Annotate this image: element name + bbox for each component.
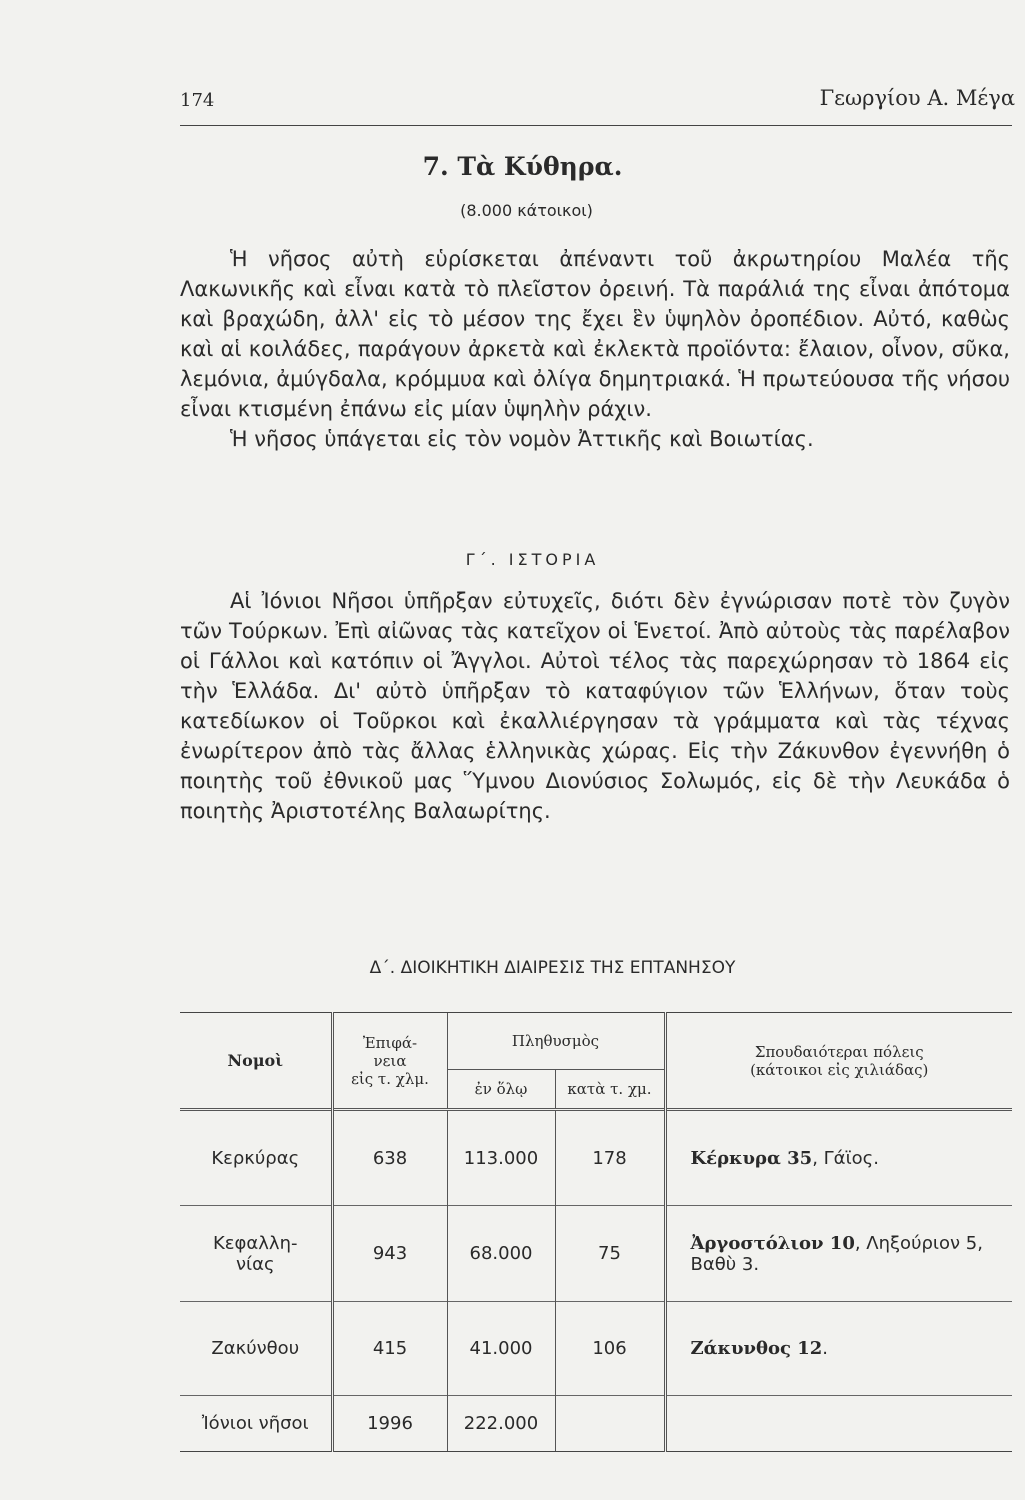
header-rule [180,125,1012,126]
province-cell [180,1110,332,1206]
province-cell [180,1302,332,1396]
table-row [180,1206,1012,1302]
population-note: (8.000 κάτοικοι) [460,201,593,220]
kythera-paragraph-1: Ἡ νῆσος αὐτὴ εὑρίσκεται ἀπέναντι τοῦ ἀκρωτηρίου Μαλέα τῆς Λακωνικῆς καὶ εἶναι κατὰ τὸ πλεῖστον ὀρεινή. Τὰ παράλιά της εἶναι ἀπότομα καὶ βραχώδη, ἀλλ' εἰς τὸ μέσον της ἔχει ἓν ὑψηλὸν ὀροπέδιον. Αὐτό, καθὼς καὶ αἱ κοιλάδες, παράγουν ἀρκετὰ καὶ ἐκλεκτὰ προϊόντα: ἔλαιον, οἶνον, σῦκα, λεμόνια, ἀμύγδαλα, κρόμμυα καὶ ὀλίγα δημητριακά. Ἡ πρωτεύουσα τῆς νήσου εἶναι κτισμένη ἐπάνω εἰς μίαν ὑψηλὴν ράχιν. [180,247,1010,421]
density-cell: 178 [555,1110,665,1206]
kythera-paragraph-2: Ἡ νῆσος ὑπάγεται εἰς τὸν νομὸν Ἀττικῆς καὶ Βοιωτίας. [230,427,814,451]
city-main: Κέρκυρα 35 [690,1147,813,1169]
col-header-pop-density: κατὰ τ. χμ. [555,1070,665,1110]
col-header-population: Πληθυσμὸς [447,1013,665,1070]
area-cell: 943 [332,1206,447,1302]
population-cell: 68.000 [447,1206,555,1302]
admin-division-table [180,1012,1012,1452]
city-rest: , Ληξούριον 5, [854,1232,983,1254]
col-header-cities [665,1013,1012,1110]
col-header-nomoi: Νομοὶ [180,1013,332,1110]
cities-cell [665,1396,1012,1452]
history-paragraph: Αἱ Ἰόνιοι Νῆσοι ὑπῆρξαν εὐτυχεῖς, διότι δὲν ἐγνώρισαν ποτὲ τὸν ζυγὸν τῶν Τούρκων. Ἐπὶ αἰῶνας τὰς κατεῖχον οἱ Ἑνετοί. Ἀπὸ αὐτοὺς τὰς παρέλαβον οἱ Γάλλοι καὶ κατόπιν οἱ Ἄγγλοι. Αὐτοὶ τέλος τὰς παρεχώρησαν τὸ 1864 εἰς τὴν Ἑλλάδα. Δι' αὐτὸ ὑπῆρξαν τὸ καταφύγιον τῶν Ἑλλήνων, ὅταν τοὺς κατεδίωκον οἱ Τοῦρκοι καὶ ἐκαλλιέργησαν τὰ γράμματα καὶ τὰς τέχνας ἐνωρίτερον ἀπὸ τὰς ἄλλας ἑλληνικὰς χώρας. Εἰς τὴν Ζάκυνθον ἐγεννήθη ὁ ποιητὴς τοῦ ἐθνικοῦ μας Ὕμνου Διονύσιος Σολωμός, εἰς δὲ τὴν Λευκάδα ὁ ποιητὴς Ἀριστοτέλης Βαλαωρίτης. [180,589,1010,823]
density-cell: 75 [555,1206,665,1302]
cities-cell [665,1302,1012,1396]
col-header-area-line3: εἰς τ. χλμ. [351,1069,429,1088]
province-cell [180,1396,332,1452]
area-cell: 415 [332,1302,447,1396]
page-header [180,86,1015,126]
area-cell: 1996 [332,1396,447,1452]
table-row-total [180,1396,1012,1452]
province-name: Κεφαλλη- [213,1232,298,1254]
col-header-pop-total: ἐν ὅλῳ [447,1070,555,1110]
cities-cell [665,1110,1012,1206]
area-cell: 638 [332,1110,447,1206]
cities-cell [665,1206,1012,1302]
col-header-area-line2: νεια [373,1051,407,1070]
city-main: Ζάκυνθος 12 [690,1338,823,1359]
history-text [180,586,1010,826]
city-main: Ἀργοστόλιον 10 [690,1232,855,1254]
section-title-kythera: 7. Τὰ Κύθηρα. [422,152,623,181]
city-rest: . [822,1338,828,1359]
col-header-area [332,1013,447,1110]
col-header-cities-line2: (κάτοικοι εἰς χιλιάδας) [750,1060,929,1079]
density-cell: 106 [555,1302,665,1396]
kythera-text [180,244,1010,454]
admin-heading: Δ΄. ΔΙΟΙΚΗΤΙΚΗ ΔΙΑΙΡΕΣΙΣ ΤΗΣ ΕΠΤΑΝΗΣΟΥ [369,958,736,978]
province-name: Ζακύνθου [211,1338,300,1359]
col-header-area-line1: Ἐπιφά- [362,1033,418,1052]
col-header-cities-line1: Σπουδαιότεραι πόλεις [754,1042,924,1061]
density-cell [555,1396,665,1452]
province-name: Κερκύρας [211,1147,300,1169]
province-cell [180,1206,332,1302]
running-head: Γεωργίου Α. Μέγα [819,86,1015,110]
table-row [180,1110,1012,1206]
population-cell: 41.000 [447,1302,555,1396]
province-name: Ἰόνιοι νῆσοι [201,1413,309,1434]
page-number: 174 [180,90,215,111]
population-cell: 113.000 [447,1110,555,1206]
city-line2: Βαθὺ 3. [690,1253,760,1275]
table-row [180,1302,1012,1396]
city-rest: , Γάϊος. [812,1147,879,1169]
history-heading: Γ΄. ΙΣΤΟΡΙΑ [465,550,600,569]
province-name-line2: νίας [235,1253,275,1275]
population-cell: 222.000 [447,1396,555,1452]
